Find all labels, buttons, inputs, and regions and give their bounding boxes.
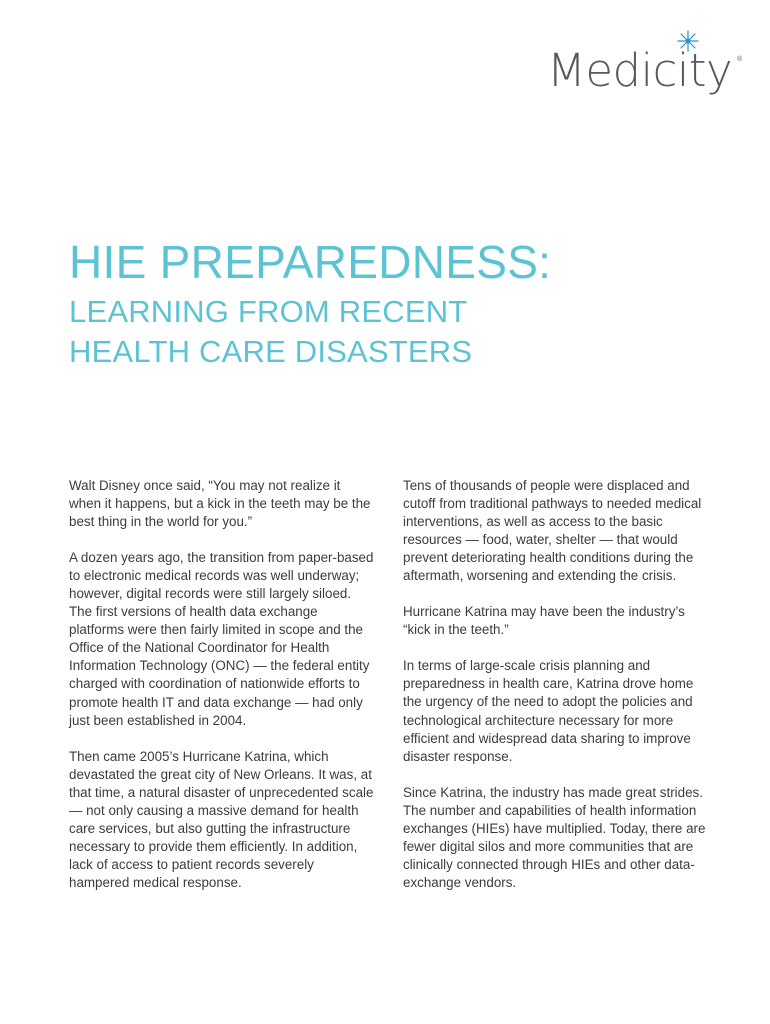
registered-mark: ® [737, 56, 743, 63]
right-column [403, 477, 708, 910]
document-subtitle: LEARNING FROM RECENT HEALTH CARE DISASTERS [69, 294, 473, 369]
body-paragraph: In terms of large-scale crisis planning and preparedness in health care, Katrina drove home the urgency of the need to adopt the policies and technological architecture necessary for more efficient and widespread data sharing to improve disaster response. [403, 658, 694, 764]
left-column [69, 477, 374, 910]
body-paragraph: Hurricane Katrina may have been the industry’s “kick in the teeth.” [403, 604, 685, 638]
logo-wordmark: Medicity [547, 44, 733, 97]
star-burst-icon [677, 30, 699, 52]
body-paragraph: Walt Disney once said, “You may not realize it when it happens, but a kick in the teeth may be the best thing in the world for you.” [69, 478, 371, 530]
body-paragraph: Then came 2005’s Hurricane Katrina, which devastated the great city of New Orleans. It was, at that time, a natural disaster of unprecedented scale — not only causing a massive demand for health care services, but also gutting the infrastructure necessary to provide them efficiently. In addition, lack of access to patient records severely hampered medical response. [69, 748, 374, 890]
body-paragraph: A dozen years ago, the transition from paper-based to electronic medical records was well underway; however, digital records were still largely siloed. The first versions of health data exchange platforms were then fairly limited in scope and the Office of the National Coordinator for Health Information Technology (ONC) — the federal entity charged with coordination of nationwide efforts to promote health IT and data exchange — had only just been established in 2004. [69, 550, 374, 728]
document-title: HIE PREPAREDNESS: [69, 236, 552, 288]
body-paragraph: Since Katrina, the industry has made great strides. The number and capabilities of health information exchanges (HIEs) have multiplied. Today, there are fewer digital silos and more communities that are clinically connected through HIEs and other data-exchange vendors. [403, 784, 706, 890]
medicity-logo [545, 44, 755, 104]
body-paragraph: Tens of thousands of people were displaced and cutoff from traditional pathways to needed medical interventions, as well as access to the basic resources — food, water, shelter — that would prevent deteriorating health conditions during the aftermath, worsening and extending the crisis. [403, 478, 702, 584]
